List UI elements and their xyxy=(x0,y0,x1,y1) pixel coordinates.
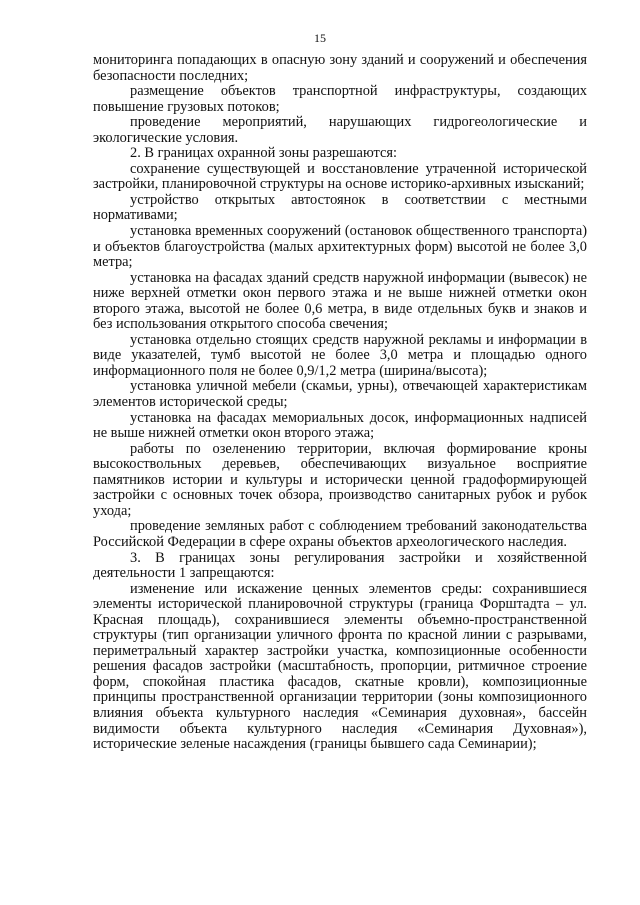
paragraph: устройство открытых автостоянок в соответствии с местными нормативами; xyxy=(93,191,587,224)
paragraph: установка уличной мебели (скамьи, урны), отвечающей характеристикам элементов исторической среды; xyxy=(93,378,587,411)
paragraph: проведение мероприятий, нарушающих гидрогеологические и экологические условия. xyxy=(93,114,587,146)
paragraph: мониторинга попадающих в опасную зону зданий и сооружений и обеспечения безопасности последних; xyxy=(93,52,587,84)
paragraph: установка отдельно стоящих средств наружной рекламы и информации в виде указателей, тумб высотой не более 3,0 метра и площадью одного информационного поля не более 0,9/1,2 метра (ширина/высота); xyxy=(93,331,587,379)
paragraph: размещение объектов транспортной инфраструктуры, создающих повышение грузовых потоков; xyxy=(93,83,587,115)
paragraph: сохранение существующей и восстановление утраченной исторической застройки, планировочной структуры на основе историко-архивных изысканий; xyxy=(93,160,587,193)
paragraph: 2. В границах охранной зоны разрешаются: xyxy=(130,145,397,162)
paragraph: работы по озеленению территории, включая формирование кроны высокоствольных деревьев, обеспечивающих визуальное восприятие памятников истории и культуры и исторически ценной градоформирующей застройки с основных точек обзора, производство санитарных рубок и рубок ухода; xyxy=(93,440,587,519)
page-number: 15 xyxy=(314,31,326,45)
document-body xyxy=(93,53,587,753)
paragraph: установка на фасадах зданий средств наружной информации (вывесок) не ниже верхней отметки окон первого этажа и не выше нижней отметки окон второго этажа, высотой не более 0,6 метра, в виде отдельных букв и знаков и без использования открытого способа свечения; xyxy=(93,269,587,333)
paragraph: проведение земляных работ с соблюдением требований законодательства Российской Федерации в сфере охраны объектов археологического наследия. xyxy=(93,518,587,550)
paragraph: установка временных сооружений (остановок общественного транспорта) и объектов благоустройства (малых архитектурных форм) высотой не более 3,0 метра; xyxy=(93,223,587,271)
paragraph: установка на фасадах мемориальных досок, информационных надписей не выше нижней отметки окон второго этажа; xyxy=(93,409,587,442)
paragraph: изменение или искажение ценных элементов среды: сохранившиеся элементы исторической планировочной структуры (граница Форштадта – ул. Красная площадь), сохранившиеся элементы объемно-пространственной структуры (тип организации уличного фронта по красной линии с разрывами, периметральный характер застройки участка, композиционные особенности решения фасадов застройки (масштабность, пропорции, ритмичное строение форм, спокойная пластика фасадов, скатные кровли), композиционные принципы пространственной организации территории (зоны композиционного влияния объекта культурного наследия «Семинария духовная», бассейн видимости объекта культурного наследия «Семинария Духовная»), исторические зеленые насаждения (границы бывшего сада Семинарии); xyxy=(93,580,587,753)
paragraph: 3. В границах зоны регулирования застройки и хозяйственной деятельности 1 запрещаются: xyxy=(93,549,587,582)
